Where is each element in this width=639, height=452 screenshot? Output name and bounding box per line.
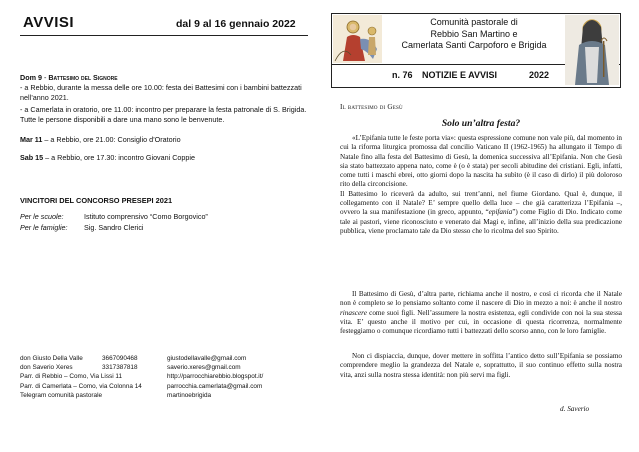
article-paragraph: Non ci dispiaccia, dunque, dover mettere in soffitta l’antico detto sull’Epifania se possiamo comprendere meglio la grandezza del Natale e, soprattutto, il suo continuo effetto sulla nostra vita, anzi sulla nostra stessa identità: non più servi ma figli. bbox=[340, 352, 622, 379]
contact-handle: martinoebrigida bbox=[167, 391, 212, 399]
contact-row bbox=[20, 372, 320, 381]
contact-address: Parr. di Camerlata – Como, via Colonna 14 bbox=[20, 382, 142, 390]
contact-channel: Telegram comunità pastorale bbox=[20, 391, 103, 399]
winner-label: Per le famiglie: bbox=[20, 223, 68, 232]
saint-brigid-icon bbox=[565, 15, 619, 85]
contact-email: saverio.xeres@gmail.com bbox=[167, 364, 241, 372]
community-line: Camerlata Santi Carpoforo e Brigida bbox=[401, 40, 547, 50]
contact-row bbox=[20, 363, 320, 372]
paragraph-text: Il Battesimo lo riceverà da adulto, sui trent’anni, nel fiume Giordano. Qual è, dunque, il collegamento con il Natale? E’ sempre quello della luce – che già caratterizza l’Epifania –, ovvero la sua manifestazione (in greco, appunto, “ bbox=[340, 189, 622, 217]
community-name bbox=[384, 17, 564, 52]
avvisi-title: AVVISI bbox=[23, 14, 75, 31]
contact-phone: 3317387818 bbox=[102, 364, 138, 372]
issue-title: NOTIZIE E AVVISI bbox=[422, 70, 498, 80]
winner-value: Sig. Sandro Clerici bbox=[84, 223, 144, 232]
paragraph-text: «L’Epifania tutte le feste porta via»: questa espressione comune non vale più, dal momento in cui la riforma liturgica promossa dal concilio Vaticano II (1962-1965) ha allungato il Tempo di Natale fino alla festa del Battesimo di Gesù, la domenica successiva all’Epifania. Non che Gesù sia stato battezzato appena nato, come è (o è stata) per secoli abitudine dei cristiani. Egli, infatti, come tutti i maschi ebrei, otto giorni dopo la nascita ha subìto (è il caso di dirlo) il più doloroso rito della circoncisione. bbox=[340, 134, 622, 189]
contact-name: don Giusto Della Valle bbox=[20, 355, 83, 362]
announcement-text: – a Rebbio, ore 17.30: incontro Giovani Coppie bbox=[43, 153, 196, 162]
issue-year: 2022 bbox=[529, 70, 550, 80]
article-paragraph bbox=[340, 290, 622, 336]
winner-row bbox=[20, 223, 144, 233]
announcement-day: Mar 11 bbox=[20, 135, 43, 144]
contact-row bbox=[20, 391, 320, 400]
announcement-item: - a Rebbio, durante la messa delle ore 10.00: festa dei Battesimi con i bambini battezzati nell’anno 2021. bbox=[20, 83, 302, 102]
contact-row bbox=[20, 382, 320, 391]
paragraph-text: come suoi figli. Nell’assumere la nostra esistenza, egli condivide con noi la sua stessa vita. E’ questo anche il motivo per cui, in occasione di questa ricorrenza, normalmente festeggiamo o comunque ricordiamo tutti i battezzati dello scorso anno, con le loro famiglie. bbox=[340, 308, 622, 336]
announcement-saturday bbox=[20, 153, 312, 163]
contacts-block bbox=[20, 354, 320, 400]
contact-email: giustodellavalle@gmail.com bbox=[167, 355, 247, 362]
winner-value: Istituto comprensivo “Como Borgovico” bbox=[84, 212, 208, 221]
header-divider bbox=[20, 35, 308, 36]
announcement-sunday-heading bbox=[20, 73, 312, 83]
announcement-separator: - bbox=[41, 73, 49, 82]
announcement-tuesday bbox=[20, 135, 312, 145]
article-title: Solo un’altra festa? bbox=[441, 118, 521, 129]
contact-email: parrocchia.camerlata@gmail.com bbox=[167, 382, 263, 390]
section-label: Il battesimo di Gesù bbox=[340, 103, 403, 111]
community-line: Comunità pastorale di bbox=[430, 17, 518, 27]
paragraph-emphasis: rinascere bbox=[340, 308, 367, 317]
issue-number: n. 76 bbox=[392, 70, 413, 80]
date-range: dal 9 al 16 gennaio 2022 bbox=[176, 18, 296, 30]
announcement-event: Battesimo del Signore bbox=[48, 73, 118, 82]
paragraph-text: ”) come Figlio di Dio. Indicato come tale ai pastori, viene riconosciuto e venerato dai Magi e, infine, all’inizio della sua predicazione pubblica, viene proclamato tale da Dio stesso che lo ricolma del suo Spirito. bbox=[340, 208, 622, 235]
winners-title: VINCITORI DEL CONCORSO PRESEPI 2021 bbox=[20, 196, 173, 205]
contact-name: don Saverio Xeres bbox=[20, 364, 73, 372]
paragraph-emphasis: epifania bbox=[488, 208, 513, 217]
saint-martin-icon bbox=[333, 15, 382, 63]
community-line: Rebbio San Martino e bbox=[430, 28, 518, 39]
article-signature: d. Saverio bbox=[560, 405, 590, 413]
paragraph-text: Il Battesimo di Gesù, d’altra parte, richiama anche il nostro, e così ci ricorda che il Natale non è completo se lo pensiamo soltanto come il nascere di Dio in mezzo a noi: è anche il nostro bbox=[340, 290, 622, 308]
contact-address: Parr. di Rebbio – Como, Via Lissi 11 bbox=[20, 373, 123, 381]
winner-label: Per le scuole: bbox=[20, 212, 64, 221]
winner-row bbox=[20, 212, 208, 222]
announcement-day: Sab 15 bbox=[20, 153, 44, 162]
announcement-item: - a Camerlata in oratorio, ore 11.00: incontro per preparare la festa patronale di S. Brigida. Tutte le persone disponibili a dare una mano sono le benvenute. bbox=[20, 105, 307, 124]
announcement-day: Dom 9 bbox=[20, 73, 42, 82]
article-paragraph bbox=[340, 134, 622, 236]
announcement-text: – a Rebbio, ore 21.00: Consiglio d’Oratorio bbox=[42, 135, 181, 144]
contact-link: http://parrocchiarebbio.blogspot.it/ bbox=[167, 373, 264, 381]
contact-row bbox=[20, 354, 320, 363]
contact-phone: 3667090468 bbox=[102, 355, 138, 362]
